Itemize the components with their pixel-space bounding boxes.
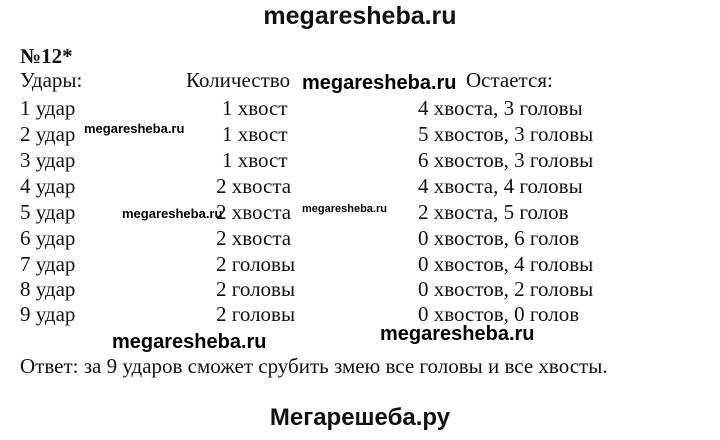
watermark: megaresheba.ru — [302, 203, 387, 215]
column-header-strikes: Удары: — [20, 68, 83, 92]
answer-text: Ответ: за 9 ударов сможет срубить змею все головы и все хвосты. — [20, 354, 608, 378]
table-cell: 2 хвоста — [216, 226, 292, 250]
table-cell: 1 хвост — [222, 96, 288, 120]
watermark: megaresheba.ru — [112, 331, 267, 353]
table-cell: 4 хвоста, 3 головы — [418, 96, 583, 120]
table-cell: 1 удар — [20, 96, 76, 120]
table-cell: 4 хвоста, 4 головы — [418, 174, 583, 198]
table-cell: 0 хвостов, 2 головы — [418, 277, 594, 301]
table-cell: 2 хвоста, 5 голов — [418, 200, 569, 224]
table-cell: 1 хвост — [222, 122, 288, 146]
site-header: megaresheba.ru — [263, 2, 457, 30]
table-cell: 1 хвост — [222, 148, 288, 172]
table-cell: 9 удар — [20, 302, 76, 326]
watermark: megaresheba.ru — [84, 121, 185, 136]
table-cell: 5 хвостов, 3 головы — [418, 122, 594, 146]
table-cell: 7 удар — [20, 252, 76, 276]
watermark: megaresheba.ru — [122, 206, 223, 221]
watermark: megaresheba.ru — [302, 72, 457, 94]
column-header-count: Количество — [186, 68, 291, 92]
footer-brand: Мегарешеба.ру — [269, 404, 451, 431]
table-cell: 3 удар — [20, 148, 76, 172]
watermark: megaresheba.ru — [380, 323, 535, 345]
table-cell: 0 хвостов, 6 голов — [418, 226, 580, 250]
problem-number: №12* — [20, 44, 73, 68]
table-cell: 2 головы — [216, 302, 296, 326]
table-cell: 2 хвоста — [216, 174, 292, 198]
table-cell: 6 хвостов, 3 головы — [418, 148, 594, 172]
table-cell: 2 удар — [20, 122, 76, 146]
table-cell: 4 удар — [20, 174, 76, 198]
table-cell: 8 удар — [20, 277, 76, 301]
table-cell: 2 хвоста — [216, 200, 292, 224]
table-cell: 6 удар — [20, 226, 76, 250]
table-cell: 0 хвостов, 0 голов — [418, 302, 580, 326]
table-cell: 2 головы — [216, 277, 296, 301]
table-cell: 2 головы — [216, 252, 296, 276]
column-header-remaining: Остается: — [466, 68, 553, 92]
table-cell: 5 удар — [20, 200, 76, 224]
table-cell: 0 хвостов, 4 головы — [418, 252, 594, 276]
